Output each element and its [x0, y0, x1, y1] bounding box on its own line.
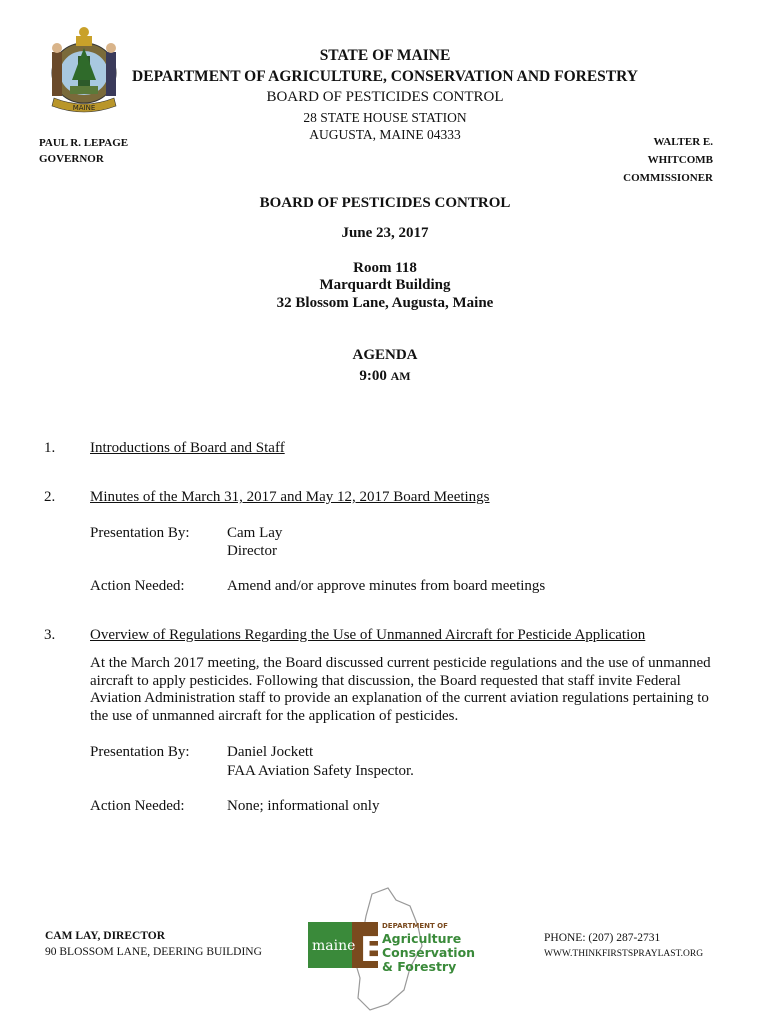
commissioner-name: WALTER E. WHITCOMB: [647, 136, 713, 166]
svg-text:E: E: [360, 930, 384, 970]
footer-director-block: [45, 928, 262, 960]
commissioner-block: [595, 133, 713, 187]
logo-maine: maine: [312, 938, 356, 954]
footer-contact-block: [544, 930, 703, 962]
agenda-item-number: 2.: [44, 489, 56, 505]
meeting-building: Marquardt Building: [319, 277, 451, 293]
agenda-heading: AGENDA: [352, 347, 418, 363]
footer-director: CAM LAY, DIRECTOR: [45, 930, 166, 942]
governor-name: PAUL R. LEPAGE: [39, 137, 129, 149]
seal-lettering: MAINE: [72, 104, 96, 112]
item-description: At the March 2017 meeting, the Board discussed current pesticide regulations and the use of unmanned aircraft to apply pesticides. Following that discussion, the Board requested that staff invite Federal Aviation Administration staff to provide an explanation of the current aviation regulations pertaining to the use of unmanned aircraft for the application of pesticides.: [90, 655, 711, 724]
meeting-time-value: 9:00: [359, 368, 387, 384]
action-label: Action Needed:: [90, 578, 185, 594]
action-label: Action Needed:: [90, 798, 185, 814]
action-value: Amend and/or approve minutes from board meetings: [227, 578, 546, 594]
presenter-role: FAA Aviation Safety Inspector.: [227, 763, 414, 779]
logo-line3: & Forestry: [382, 959, 457, 974]
meeting-time: [0, 368, 770, 385]
street-address: 28 STATE HOUSE STATION: [303, 110, 467, 125]
footer-address: 90 BLOSSOM LANE, DEERING BUILDING: [45, 946, 262, 958]
meeting-title: BOARD OF PESTICIDES CONTROL: [259, 195, 511, 211]
presentation-label: Presentation By:: [90, 525, 190, 541]
state-heading: STATE OF MAINE: [319, 47, 451, 64]
commissioner-title: COMMISSIONER: [623, 172, 713, 184]
logo-line1: Agriculture: [382, 931, 462, 946]
meeting-time-suffix: AM: [390, 369, 411, 383]
agenda-item-title: Introductions of Board and Staff: [90, 440, 285, 456]
logo-line2: Conservation: [382, 945, 476, 960]
board-heading: BOARD OF PESTICIDES CONTROL: [266, 89, 504, 105]
presenter-name: Daniel Jockett: [227, 744, 314, 760]
department-heading: DEPARTMENT OF AGRICULTURE, CONSERVATION AND FORESTRY: [132, 68, 638, 85]
logo-dept: DEPARTMENT OF: [382, 922, 448, 930]
agenda-item-number: 1.: [44, 440, 56, 456]
city-address: AUGUSTA, MAINE 04333: [309, 127, 461, 142]
department-logo: [300, 886, 480, 1016]
agenda-item-title: Minutes of the March 31, 2017 and May 12, 2017 Board Meetings: [90, 489, 490, 505]
meeting-date: June 23, 2017: [341, 225, 429, 241]
footer-website[interactable]: WWW.THINKFIRSTSPRAYLAST.ORG: [544, 949, 704, 959]
presentation-label: Presentation By:: [90, 744, 190, 760]
governor-title: GOVERNOR: [39, 153, 104, 165]
meeting-address: 32 Blossom Lane, Augusta, Maine: [276, 295, 494, 311]
agenda-item-number: 3.: [44, 627, 56, 643]
presenter-role: Director: [227, 543, 277, 559]
footer-phone: PHONE: (207) 287-2731: [544, 932, 661, 944]
governor-block: [39, 135, 128, 167]
meeting-room: Room 118: [353, 260, 417, 276]
presenter-name: Cam Lay: [227, 525, 283, 541]
agenda-item-title: Overview of Regulations Regarding the Use of Unmanned Aircraft for Pesticide Application: [90, 627, 646, 643]
action-value: None; informational only: [227, 798, 380, 814]
